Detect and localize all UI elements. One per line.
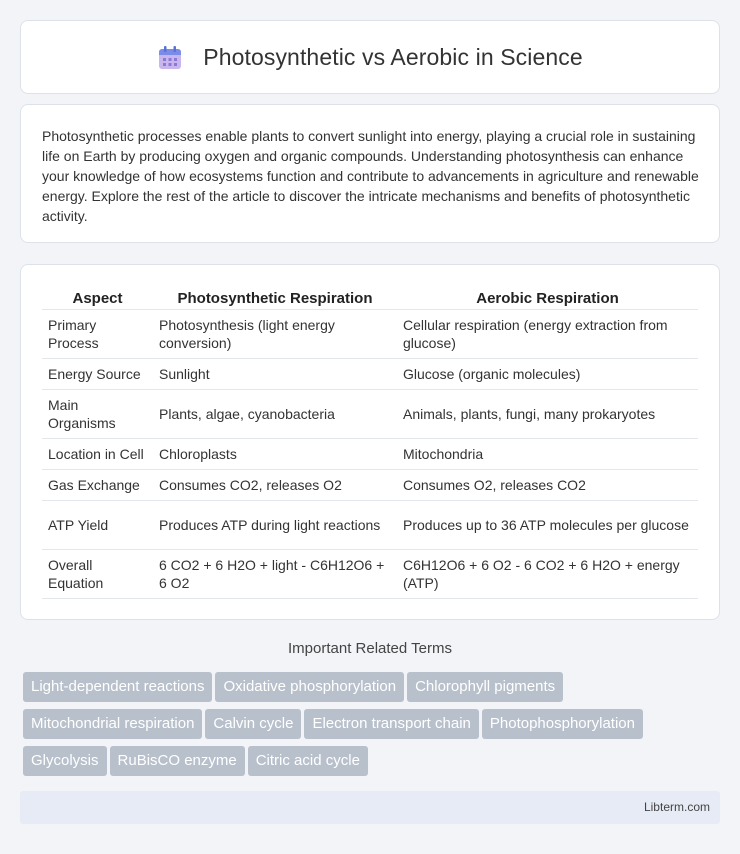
calendar-icon xyxy=(157,45,183,71)
tag-calvin-cycle[interactable]: Calvin cycle xyxy=(205,709,301,739)
tag-rubisco-enzyme[interactable]: RuBisCO enzyme xyxy=(110,746,245,776)
table-cell: Sunlight xyxy=(153,358,397,389)
header-photosynthetic: Photosynthetic Respiration xyxy=(153,285,397,309)
table-cell: Gas Exchange xyxy=(42,469,153,500)
table-cell: Mitochondria xyxy=(397,438,698,469)
table-header-row xyxy=(42,285,698,309)
tag-photophosphorylation[interactable]: Photophosphorylation xyxy=(482,709,643,739)
table-cell: Animals, plants, fungi, many prokaryotes xyxy=(397,389,698,438)
intro-card xyxy=(20,104,720,243)
tag-oxidative-phosphorylation[interactable]: Oxidative phosphorylation xyxy=(215,672,404,702)
table-cell: Energy Source xyxy=(42,358,153,389)
table-cell: Location in Cell xyxy=(42,438,153,469)
table-row xyxy=(42,469,698,500)
tag-electron-transport-chain[interactable]: Electron transport chain xyxy=(304,709,478,739)
header-aerobic: Aerobic Respiration xyxy=(397,285,698,309)
table-cell: Consumes O2, releases CO2 xyxy=(397,469,698,500)
tag-mitochondrial-respiration[interactable]: Mitochondrial respiration xyxy=(23,709,202,739)
table-card xyxy=(20,264,720,620)
tag-glycolysis[interactable]: Glycolysis xyxy=(23,746,107,776)
table-cell: C6H12O6 + 6 O2 - 6 CO2 + 6 H2O + energy (ATP) xyxy=(397,549,698,598)
footer-link[interactable]: Libterm.com xyxy=(643,800,710,814)
table-cell: Primary Process xyxy=(42,309,153,358)
table-cell: Cellular respiration (energy extraction from glucose) xyxy=(397,309,698,358)
table-cell: Overall Equation xyxy=(42,549,153,598)
footer xyxy=(20,791,720,824)
table-cell: Main Organisms xyxy=(42,389,153,438)
related-terms-title: Important Related Terms xyxy=(288,640,452,657)
header-aspect: Aspect xyxy=(42,285,153,309)
table-row xyxy=(42,500,698,549)
page-title: Photosynthetic vs Aerobic in Science xyxy=(203,43,583,70)
table-cell: ATP Yield xyxy=(42,500,153,549)
header-card xyxy=(20,20,720,94)
table-cell: Plants, algae, cyanobacteria xyxy=(153,389,397,438)
table-cell: Produces up to 36 ATP molecules per glucose xyxy=(397,500,698,549)
table-row xyxy=(42,549,698,598)
table-cell: Glucose (organic molecules) xyxy=(397,358,698,389)
table-row xyxy=(42,309,698,358)
tag-light-dependent-reactions[interactable]: Light-dependent reactions xyxy=(23,672,212,702)
table-cell: Produces ATP during light reactions xyxy=(153,500,397,549)
table-cell: Photosynthesis (light energy conversion) xyxy=(153,309,397,358)
table-cell: Consumes CO2, releases O2 xyxy=(153,469,397,500)
intro-text: Photosynthetic processes enable plants to convert sunlight into energy, playing a crucial role in sustaining life on Earth by producing oxygen and organic compounds. Understanding photosynthesis can enhance your knowledge of how ecosystems function and contribute to advancements in agriculture and renewable energy. Explore the rest of the article to discover the intricate mechanisms and benefits of photosynthetic activity. xyxy=(42,128,699,224)
related-terms-list xyxy=(23,672,723,783)
table-row xyxy=(42,389,698,438)
table-row xyxy=(42,358,698,389)
tag-chlorophyll-pigments[interactable]: Chlorophyll pigments xyxy=(407,672,563,702)
table-cell: 6 CO2 + 6 H2O + light - C6H12O6 + 6 O2 xyxy=(153,549,397,598)
comparison-table xyxy=(42,285,698,599)
table-cell: Chloroplasts xyxy=(153,438,397,469)
table-row xyxy=(42,438,698,469)
tag-citric-acid-cycle[interactable]: Citric acid cycle xyxy=(248,746,368,776)
